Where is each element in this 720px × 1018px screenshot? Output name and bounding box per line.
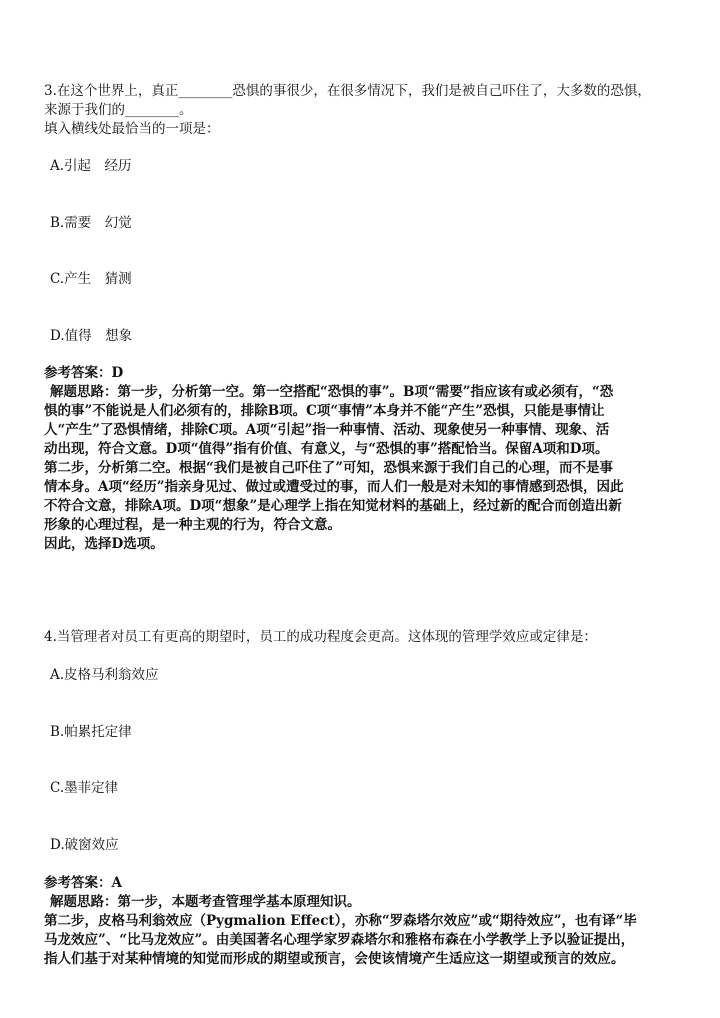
q4-option-c: C.墨菲定律 (50, 780, 119, 796)
q3-analysis-line: 不符合文意，排除A项。D项“想象”是心理学上指在知觉材料的基础上，经过新的配合而创造出新 (44, 498, 622, 514)
q4-answer-label: 参考答案：A (44, 875, 122, 891)
q3-option-c: C.产生 猜测 (50, 271, 132, 287)
q3-option-a: A.引起 经历 (50, 158, 132, 174)
q4-analysis-line: 第二步，皮格马利翁效应（Pygmalion Effect），亦称“罗森塔尔效应”或“期待效应”，也有译“毕 (44, 913, 637, 929)
q4-option-b: B.帕累托定律 (50, 724, 132, 740)
q3-option-d: D.值得 想象 (50, 328, 133, 344)
q3-analysis-line: 解题思路：第一步，分析第一空。第一空搭配“恐惧的事”。B项“需要”指应该有或必须有，“恐 (50, 384, 614, 400)
q3-analysis-line: 形象的心理过程，是一种主观的行为，符合文意。 (44, 517, 341, 533)
q3-analysis-line: 人“产生”了恐惧情绪，排除C项。A项“引起”指一种事情、活动、现象使另一种事情、现象、活 (44, 422, 610, 438)
q4-option-d: D.破窗效应 (50, 837, 119, 853)
q3-option-b: B.需要 幻觉 (50, 215, 132, 231)
q4-stem: 4.当管理者对员工有更高的期望时，员工的成功程度会更高。这体现的管理学效应或定律是： (44, 629, 597, 645)
q3-analysis-conclusion: 因此，选择D选项。 (44, 536, 164, 552)
q3-stem-line2: 来源于我们的________。 (44, 102, 193, 118)
q3-analysis-line: 动出现，符合文意。D项“值得”指有价值、有意义，与“恐惧的事”搭配恰当。保留A项和D项。 (44, 441, 609, 457)
q4-analysis-line: 解题思路：第一步，本题考查管理学基本原理知识。 (50, 894, 361, 910)
q4-analysis-line: 马龙效应”、“比马龙效应”。由美国著名心理学家罗森塔尔和雅格布森在小学教学上予以验证提出， (44, 932, 635, 948)
q3-analysis-line: 惧的事”不能说是人们必须有的，排除B项。C项“事情”本身并不能“产生”恐惧，只能是事情让 (44, 403, 605, 419)
q3-instruction: 填入横线处最恰当的一项是： (44, 121, 220, 137)
q3-answer-label: 参考答案：D (44, 365, 124, 381)
q3-analysis-line: 情本身。A项“经历”指亲身见过、做过或遭受过的事，而人们一般是对未知的事情感到恐惧，因此 (44, 479, 624, 495)
q4-option-a: A.皮格马利翁效应 (50, 667, 159, 683)
q3-analysis-line: 第二步，分析第二空。根据“我们是被自己吓住了”可知，恐惧来源于我们自己的心理，而不是事 (44, 460, 614, 476)
q4-analysis-line: 指人们基于对某种情境的知觉而形成的期望或预言，会使该情境产生适应这一期望或预言的效应。 (44, 951, 625, 967)
q3-stem-line1: 3.在这个世界上，真正________恐惧的事很少，在很多情况下，我们是被自己吓住了，大多数的恐惧， (44, 83, 651, 99)
